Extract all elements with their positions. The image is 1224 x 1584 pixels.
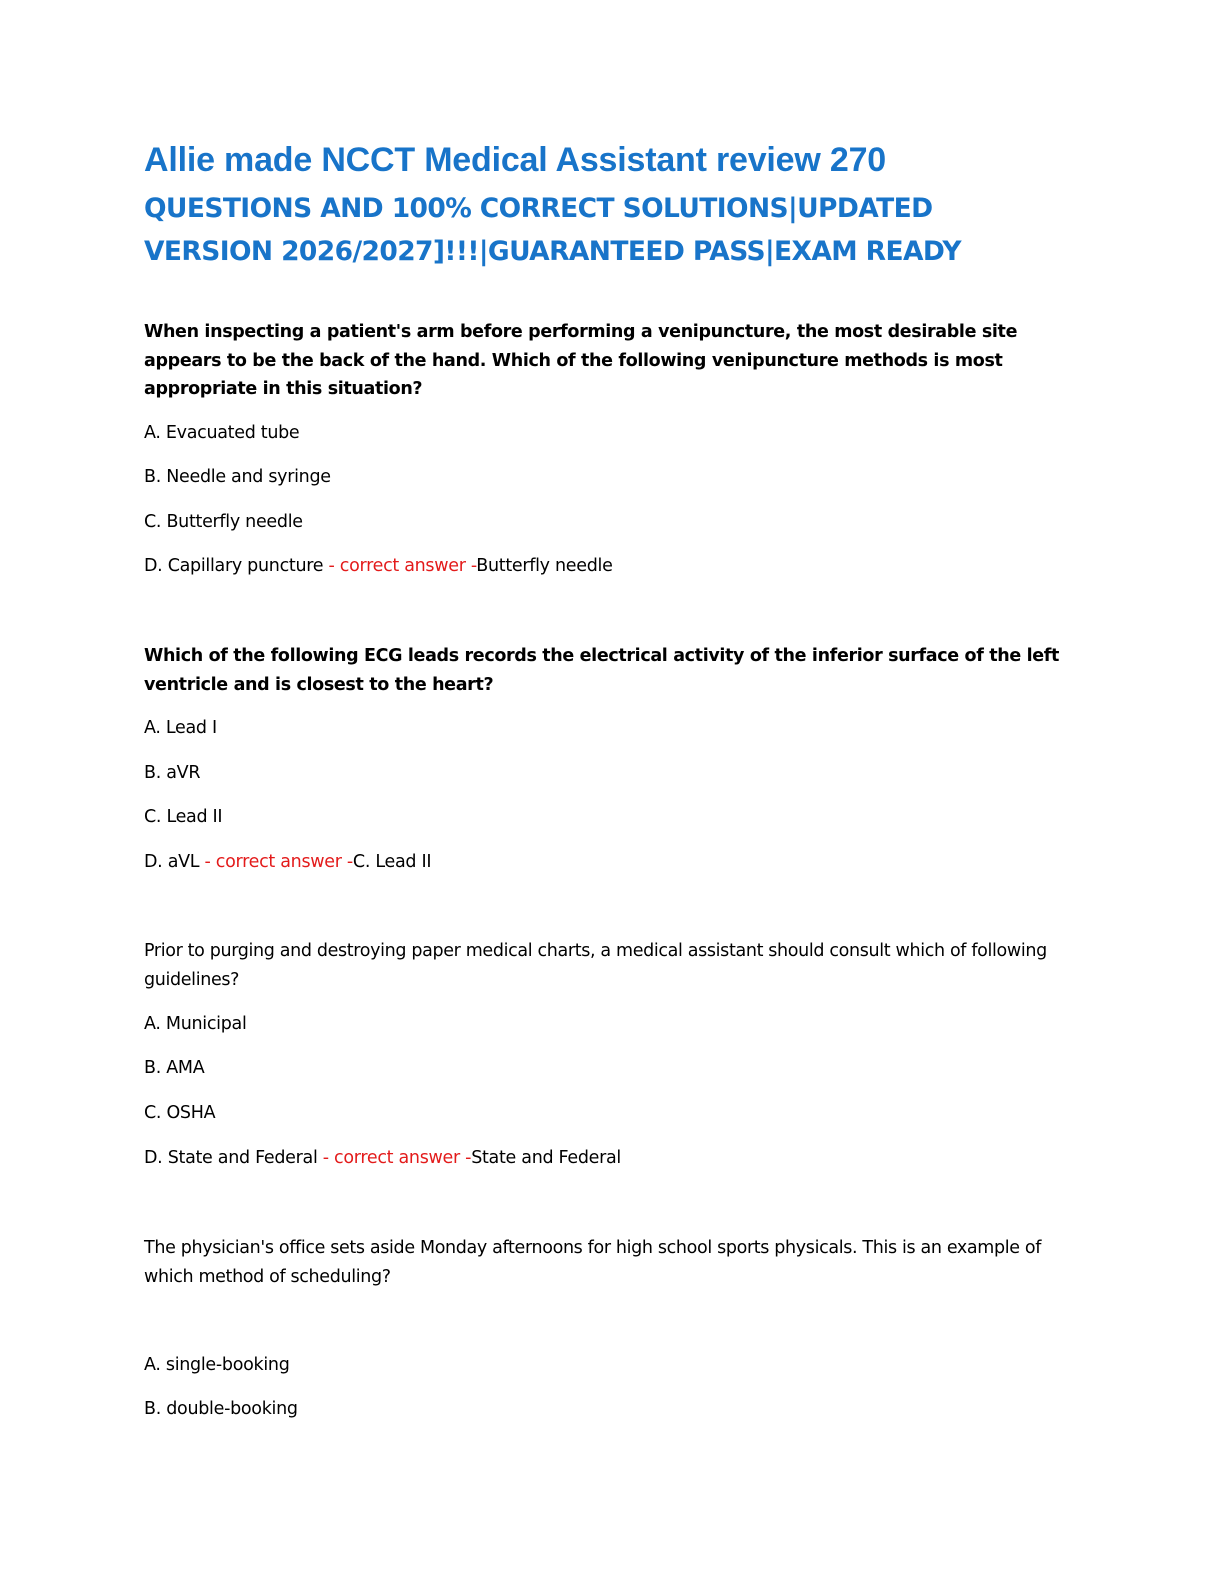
document-title-line-2: QUESTIONS AND 100% CORRECT SOLUTIONS|UPDATED xyxy=(144,193,933,224)
question-2-option-b: B. aVR xyxy=(144,763,201,783)
question-1-option-d: D. Capillary puncture xyxy=(144,556,324,576)
question-2-option-a: A. Lead I xyxy=(144,718,217,738)
question-1-text: When inspecting a patient's arm before performing a venipuncture, the most desirable site appears to be the back of the hand. Which of the following venipuncture methods is most appropriate in this situation? xyxy=(144,322,1018,399)
question-3-option-c: C. OSHA xyxy=(144,1103,216,1123)
question-3-answer: State and Federal xyxy=(471,1148,621,1168)
question-3-option-d: D. State and Federal xyxy=(144,1148,318,1168)
question-1-option-c: C. Butterfly needle xyxy=(144,512,303,532)
question-2-text: Which of the following ECG leads records the electrical activity of the inferior surface of the left ventricle and is closest to the heart? xyxy=(144,646,1060,695)
question-3-text: Prior to purging and destroying paper medical charts, a medical assistant should consult which of following guidelines? xyxy=(144,941,1047,990)
question-1-option-d-line xyxy=(144,554,613,578)
question-3-option-d-line xyxy=(144,1146,621,1170)
question-2-answer: C. Lead II xyxy=(352,852,432,872)
question-4-text: The physician's office sets aside Monday afternoons for high school sports physicals. This is an example of which method of scheduling? xyxy=(144,1238,1042,1287)
question-1-option-b: B. Needle and syringe xyxy=(144,467,331,487)
correct-answer-marker: - correct answer - xyxy=(317,1148,472,1168)
question-3-option-a: A. Municipal xyxy=(144,1014,247,1034)
question-1-answer: Butterfly needle xyxy=(476,556,613,576)
question-4-option-b: B. double-booking xyxy=(144,1399,298,1419)
document-title-line-1: Allie made NCCT Medical Assistant review 270 xyxy=(144,141,887,179)
question-4-option-a: A. single-booking xyxy=(144,1355,290,1375)
document-title-line-3: VERSION 2026/2027]!!!|GUARANTEED PASS|EXAM READY xyxy=(144,236,961,267)
question-2-option-c: C. Lead II xyxy=(144,807,223,827)
question-1-option-a: A. Evacuated tube xyxy=(144,423,300,443)
correct-answer-marker: - correct answer - xyxy=(199,852,353,872)
question-2-option-d-line xyxy=(144,850,431,874)
question-2-option-d: D. aVL xyxy=(144,852,200,872)
question-3-option-b: B. AMA xyxy=(144,1058,205,1078)
correct-answer-marker: - correct answer - xyxy=(323,556,477,576)
